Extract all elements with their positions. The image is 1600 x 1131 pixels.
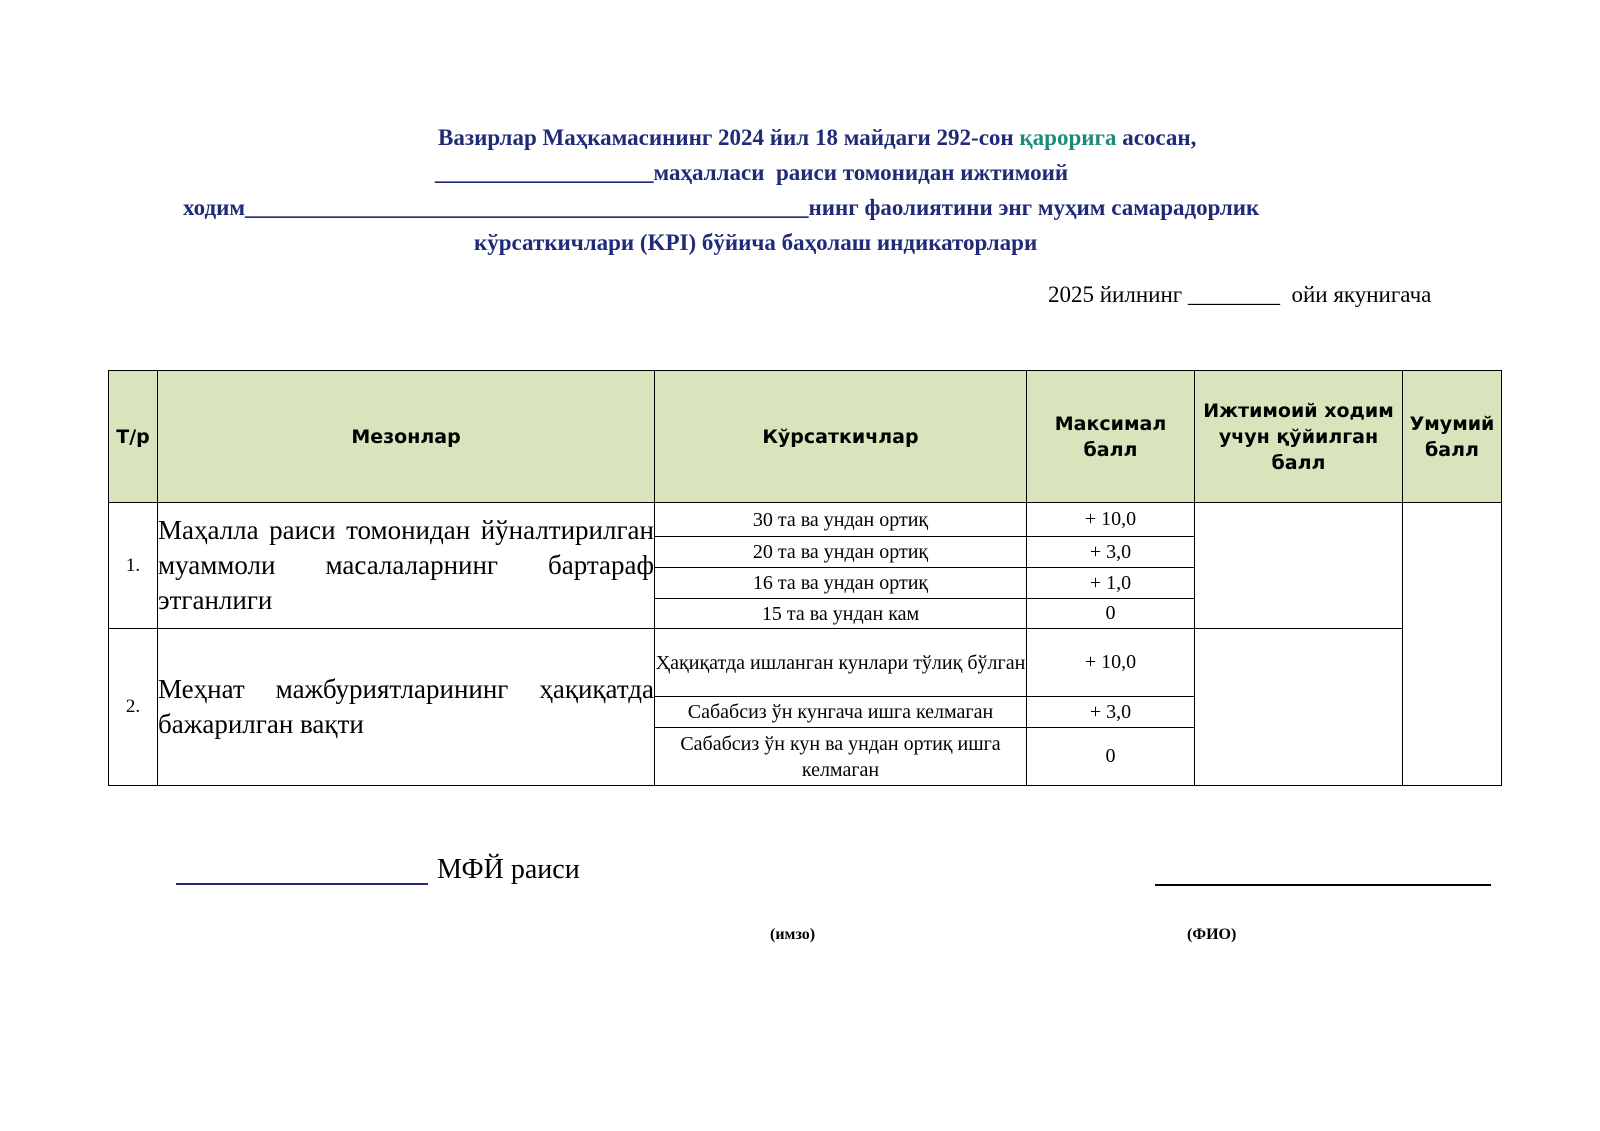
indicator-cell: 30 та ва ундан ортиқ (655, 503, 1027, 537)
header-indicators: Кўрсаткичлар (655, 371, 1027, 503)
title-line-4: кўрсаткичлари (KPI) бўйича баҳолаш индикаторлари (474, 230, 1038, 255)
max-points-cell: + 10,0 (1027, 503, 1195, 537)
resolution-link[interactable]: қарорига (1019, 125, 1117, 150)
row-number: 2. (109, 629, 158, 786)
name-line (1155, 884, 1491, 886)
role-label: МФЙ раиси (437, 854, 580, 885)
indicator-cell: 16 та ва ундан ортиқ (655, 568, 1027, 599)
indicator-cell: 15 та ва ундан кам (655, 599, 1027, 629)
worker-score-cell[interactable] (1195, 503, 1403, 629)
title-line-1 (438, 120, 1196, 155)
header-total-score: Умумий балл (1403, 371, 1502, 503)
name-caption: (ФИО) (1187, 926, 1237, 943)
indicator-cell: 20 та ва ундан ортиқ (655, 537, 1027, 568)
header-max-score: Максимал балл (1027, 371, 1195, 503)
row-number: 1. (109, 503, 158, 629)
max-points-cell: + 10,0 (1027, 629, 1195, 697)
period-line: 2025 йилнинг ________ ойи якунигача (1048, 282, 1432, 307)
table-row (109, 629, 1502, 697)
indicator-cell: Сабабсиз ўн кунгача ишга келмаган (655, 697, 1027, 728)
signature-line (176, 883, 428, 885)
max-points-cell: 0 (1027, 728, 1195, 786)
total-score-cell[interactable] (1403, 503, 1502, 786)
header-worker-score: Ижтимоий ходим учун қўйилган балл (1195, 371, 1403, 503)
table-row (109, 503, 1502, 537)
title-line-2: ___________________маҳалласи раиси томонидан ижтимоий (435, 160, 1069, 185)
header-criteria: Мезонлар (158, 371, 655, 503)
worker-score-cell[interactable] (1195, 629, 1403, 786)
signature-caption: (имзо) (770, 926, 816, 943)
max-points-cell: 0 (1027, 599, 1195, 629)
title-line-1-end: асосан, (1116, 125, 1197, 150)
max-points-cell: + 1,0 (1027, 568, 1195, 599)
kpi-table (108, 370, 1502, 786)
max-points-cell: + 3,0 (1027, 697, 1195, 728)
header-number: Т/р (109, 371, 158, 503)
title-line-3: ходим_________________________________________________нинг фаолиятини энг муҳим самарадорлик (183, 195, 1260, 220)
table-header-row (109, 371, 1502, 503)
indicator-cell: Ҳақиқатда ишланган кунлари тўлиқ бўлган (655, 629, 1027, 697)
criterion-cell: Меҳнат мажбуриятларининг ҳақиқатда бажарилган вақти (158, 629, 655, 786)
criterion-cell: Маҳалла раиси томонидан йўналтирилган муаммоли масалаларнинг бартараф этганлиги (158, 503, 655, 629)
title-line-1-text: Вазирлар Маҳкамасининг 2024 йил 18 майдаги 292-сон (438, 125, 1020, 150)
max-points-cell: + 3,0 (1027, 537, 1195, 568)
indicator-cell: Сабабсиз ўн кун ва ундан ортиқ ишга келмаган (655, 728, 1027, 786)
